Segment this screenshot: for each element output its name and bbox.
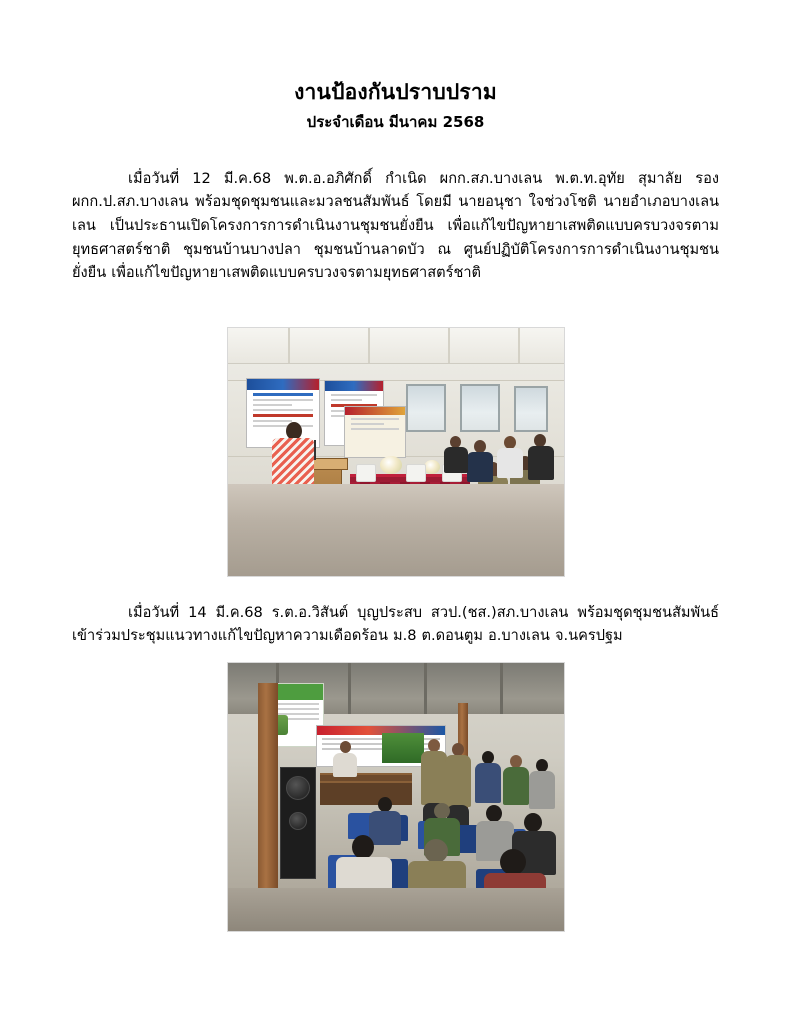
attendee-head bbox=[534, 434, 546, 447]
chair bbox=[356, 464, 376, 482]
seated-attendee-head bbox=[486, 805, 502, 822]
presenter-head bbox=[340, 741, 351, 753]
seated-attendee-body bbox=[369, 811, 401, 845]
figure-1 bbox=[72, 327, 719, 577]
flower-arrangement bbox=[424, 460, 440, 474]
foreground-attendee-head bbox=[424, 839, 448, 863]
ceiling-beam bbox=[288, 328, 290, 363]
page-subtitle: ประจำเดือน มีนาคม 2568 bbox=[306, 113, 485, 132]
photo-community-meeting bbox=[227, 662, 565, 932]
ceiling-beam bbox=[448, 328, 450, 363]
microphone bbox=[314, 440, 316, 460]
attendee-head bbox=[504, 436, 516, 449]
flower-arrangement bbox=[380, 456, 402, 474]
seated-attendee-head bbox=[378, 797, 392, 812]
hall-floor bbox=[228, 484, 564, 576]
presenter-body bbox=[333, 753, 357, 777]
roof-rafter bbox=[500, 663, 503, 714]
pavilion-pillar bbox=[258, 683, 278, 893]
attendee-body bbox=[503, 767, 529, 805]
window bbox=[460, 384, 500, 432]
photo-opening-ceremony bbox=[227, 327, 565, 577]
project-banner-right bbox=[344, 406, 406, 458]
ceiling-beam bbox=[518, 328, 520, 363]
attendee-body bbox=[467, 452, 493, 482]
hall-ceiling bbox=[228, 328, 564, 364]
window bbox=[514, 386, 548, 432]
attendee-body bbox=[497, 448, 523, 478]
officer-body bbox=[421, 751, 447, 805]
chair bbox=[406, 464, 426, 482]
ceiling-beam bbox=[368, 328, 370, 363]
roof-rafter bbox=[348, 663, 351, 714]
page-title: งานป้องกันปราบปราม bbox=[294, 80, 497, 104]
attendee-head bbox=[474, 440, 486, 453]
attendee-head bbox=[450, 436, 461, 448]
attendee-body bbox=[529, 771, 555, 809]
banner-green-block bbox=[382, 733, 424, 763]
foreground-attendee-head bbox=[500, 849, 526, 875]
seated-attendee-head bbox=[434, 803, 450, 819]
attendee-body bbox=[475, 763, 501, 803]
window bbox=[406, 384, 446, 432]
paragraph-1: เมื่อวันที่ 12 มี.ค.68 พ.ต.อ.อภิศักดิ์ กำเนิด ผกก.สภ.บางเลน พ.ต.ท.อุทัย สุมาลัย รอง ผกก.ป.สภ.บางเลน พร้อมชุดชุมชนและมวลชนสัมพันธ์ โดยมี นายอนุชา ใจช่วงโชติ นายอำเภอบางเลนเลน เป็นประธานเปิดโครงการการดำเนินงานชุมชนยั่งยืน เพื่อแก้ไขปัญหายาเสพติดแบบครบวงจรตามยุทธศาสตร์ชาติ ชุมชนบ้านบางปลา ชุมชนบ้านลาดบัว ณ ศูนย์ปฏิบัติโครงการการดำเนินงานชุมชนยั่งยืน เพื่อแก้ไขปัญหายาเสพติดแบบครบวงจรตามยุทธศาสตร์ชาติ bbox=[72, 169, 719, 282]
loudspeaker bbox=[280, 767, 316, 879]
seated-attendee-head bbox=[524, 813, 542, 832]
front-table-skirt bbox=[320, 781, 412, 805]
attendee-body bbox=[444, 447, 468, 473]
attendee-body bbox=[528, 446, 554, 480]
figure-2 bbox=[72, 662, 719, 932]
roof-rafter bbox=[424, 663, 427, 714]
paragraph-2: เมื่อวันที่ 14 มี.ค.68 ร.ต.อ.วิสันต์ บุญประสบ สวป.(ชส.)สภ.บางเลน พร้อมชุดชุมชนสัมพันธ์ เข้าร่วมประชุมแนวทางแก้ไขปัญหาความเดือดร้อน ม.8 ต.ดอนตูม อ.บางเลน จ.นครปฐม bbox=[72, 603, 719, 645]
pavilion-floor bbox=[228, 888, 564, 931]
officer-body bbox=[445, 755, 471, 807]
foreground-attendee-head bbox=[352, 835, 374, 859]
